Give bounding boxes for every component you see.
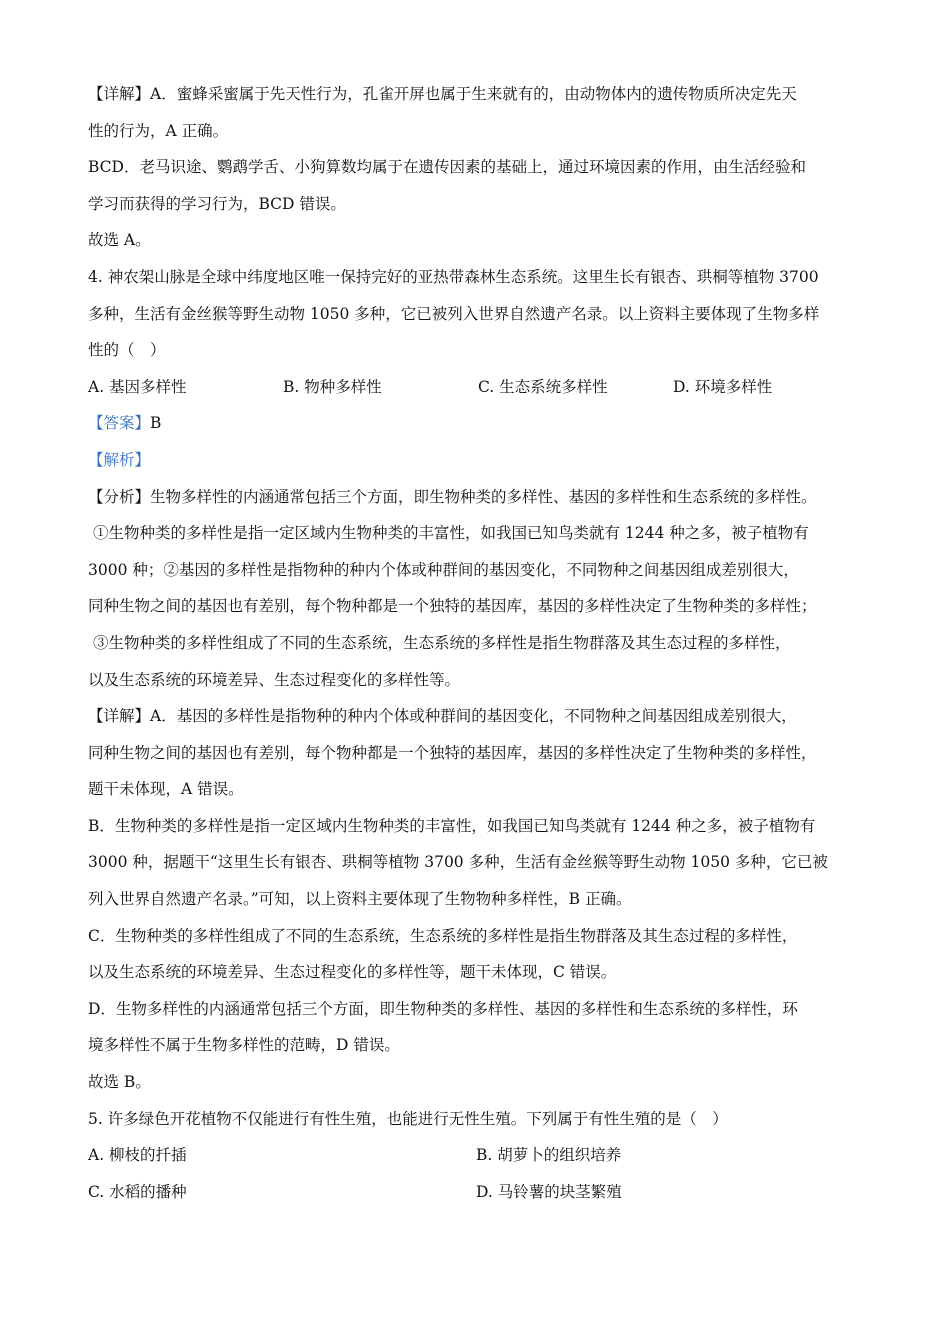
q5-option-a: A. 柳枝的扦插 [88, 1146, 187, 1165]
q4-option-a: A. 基因多样性 [88, 377, 187, 396]
q4-detail-line: 3000 种，据题干“这里生长有银杏、珙桐等植物 3700 多种，生活有金丝猴等野生动物 1050 多种，它已被 [88, 853, 828, 872]
q4-stem-line: 性的（ ） [88, 341, 166, 360]
q4-detail-line: 同种生物之间的基因也有差别，每个物种都是一个独特的基因库，基因的多样性决定了生物种类的多样性， [88, 743, 817, 762]
q4-analysis-line: 同种生物之间的基因也有差别，每个物种都是一个独特的基因库，基因的多样性决定了生物种类的多样性； [88, 597, 817, 616]
q5-option-c: C. 水稻的播种 [88, 1182, 187, 1201]
q3-detail-line: 性的行为，A 正确。 [88, 121, 229, 140]
q4-detail-line: 列入世界自然遗产名录。”可知，以上资料主要体现了生物物种多样性，B 正确。 [88, 890, 632, 909]
q4-conclusion: 故选 B。 [88, 1073, 151, 1092]
q4-analysis-line: 【分析】生物多样性的内涵通常包括三个方面，即生物种类的多样性、基因的多样性和生态系统的多样性。 [88, 487, 817, 506]
q4-detail-line: C．生物种类的多样性组成了不同的生态系统，生态系统的多样性是指生物群落及其生态过程的多样性， [88, 926, 798, 945]
q4-option-d: D. 环境多样性 [673, 377, 773, 396]
q5-stem: 5. 许多绿色开花植物不仅能进行有性生殖，也能进行无性生殖。下列属于有性生殖的是（ ） [88, 1109, 728, 1128]
q5-options-row-2 [88, 1174, 878, 1211]
q5-option-b: B. 胡萝卜的组织培养 [476, 1146, 622, 1165]
answer-label: 【答案】 [88, 414, 151, 433]
q5-option-d: D. 马铃薯的块茎繁殖 [476, 1182, 622, 1201]
answer-value: B [150, 414, 162, 433]
q4-answer [88, 405, 878, 442]
q4-stem-line: 多种，生活有金丝猴等野生动物 1050 多种，它已被列入世界自然遗产名录。以上资料主要体现了生物多样 [88, 304, 820, 323]
q4-analysis-line: 3000 种；②基因的多样性是指物种的种内个体或种群间的基因变化，不同物种之间基因组成差别很大， [88, 560, 799, 579]
q4-detail-line: 境多样性不属于生物多样性的范畴，D 错误。 [88, 1036, 400, 1055]
q4-detail-line: B．生物种类的多样性是指一定区域内生物种类的丰富性，如我国已知鸟类就有 1244 种之多，被子植物有 [88, 816, 816, 835]
q3-conclusion: 故选 A。 [88, 231, 151, 250]
q4-detail-line: 【详解】A．基因的多样性是指物种的种内个体或种群间的基因变化，不同物种之间基因组成差别很大， [88, 707, 797, 726]
q4-detail-line: D．生物多样性的内涵通常包括三个方面，即生物种类的多样性、基因的多样性和生态系统的多样性，环 [88, 999, 798, 1018]
q4-analysis-line: ①生物种类的多样性是指一定区域内生物种类的丰富性，如我国已知鸟类就有 1244 种之多，被子植物有 [93, 524, 809, 543]
q4-options [88, 369, 878, 406]
analysis-label: 【解析】 [88, 450, 151, 469]
q4-analysis-line: ③生物种类的多样性组成了不同的生态系统，生态系统的多样性是指生物群落及其生态过程的多样性， [93, 633, 791, 652]
q4-detail-line: 题干未体现，A 错误。 [88, 780, 244, 799]
document-page [88, 76, 878, 1210]
q3-detail-line: 【详解】A．蜜蜂采蜜属于先天性行为，孔雀开屏也属于生来就有的，由动物体内的遗传物质所决定先天 [88, 85, 797, 103]
q4-analysis-line: 以及生态系统的环境差异、生态过程变化的多样性等。 [88, 670, 461, 689]
q3-detail-line: BCD．老马识途、鹦鹉学舌、小狗算数均属于在遗传因素的基础上，通过环境因素的作用，由生活经验和 [88, 158, 806, 177]
q4-detail-line: 以及生态系统的环境差异、生态过程变化的多样性等，题干未体现，C 错误。 [88, 963, 617, 982]
q4-stem-line: 4. 神农架山脉是全球中纬度地区唯一保持完好的亚热带森林生态系统。这里生长有银杏、珙桐等植物 3700 [88, 267, 819, 286]
q5-options-row-1 [88, 1137, 878, 1174]
q4-option-b: B. 物种多样性 [283, 377, 382, 396]
q4-option-c: C. 生态系统多样性 [478, 377, 608, 396]
q3-detail-line: 学习而获得的学习行为，BCD 错误。 [88, 194, 346, 213]
